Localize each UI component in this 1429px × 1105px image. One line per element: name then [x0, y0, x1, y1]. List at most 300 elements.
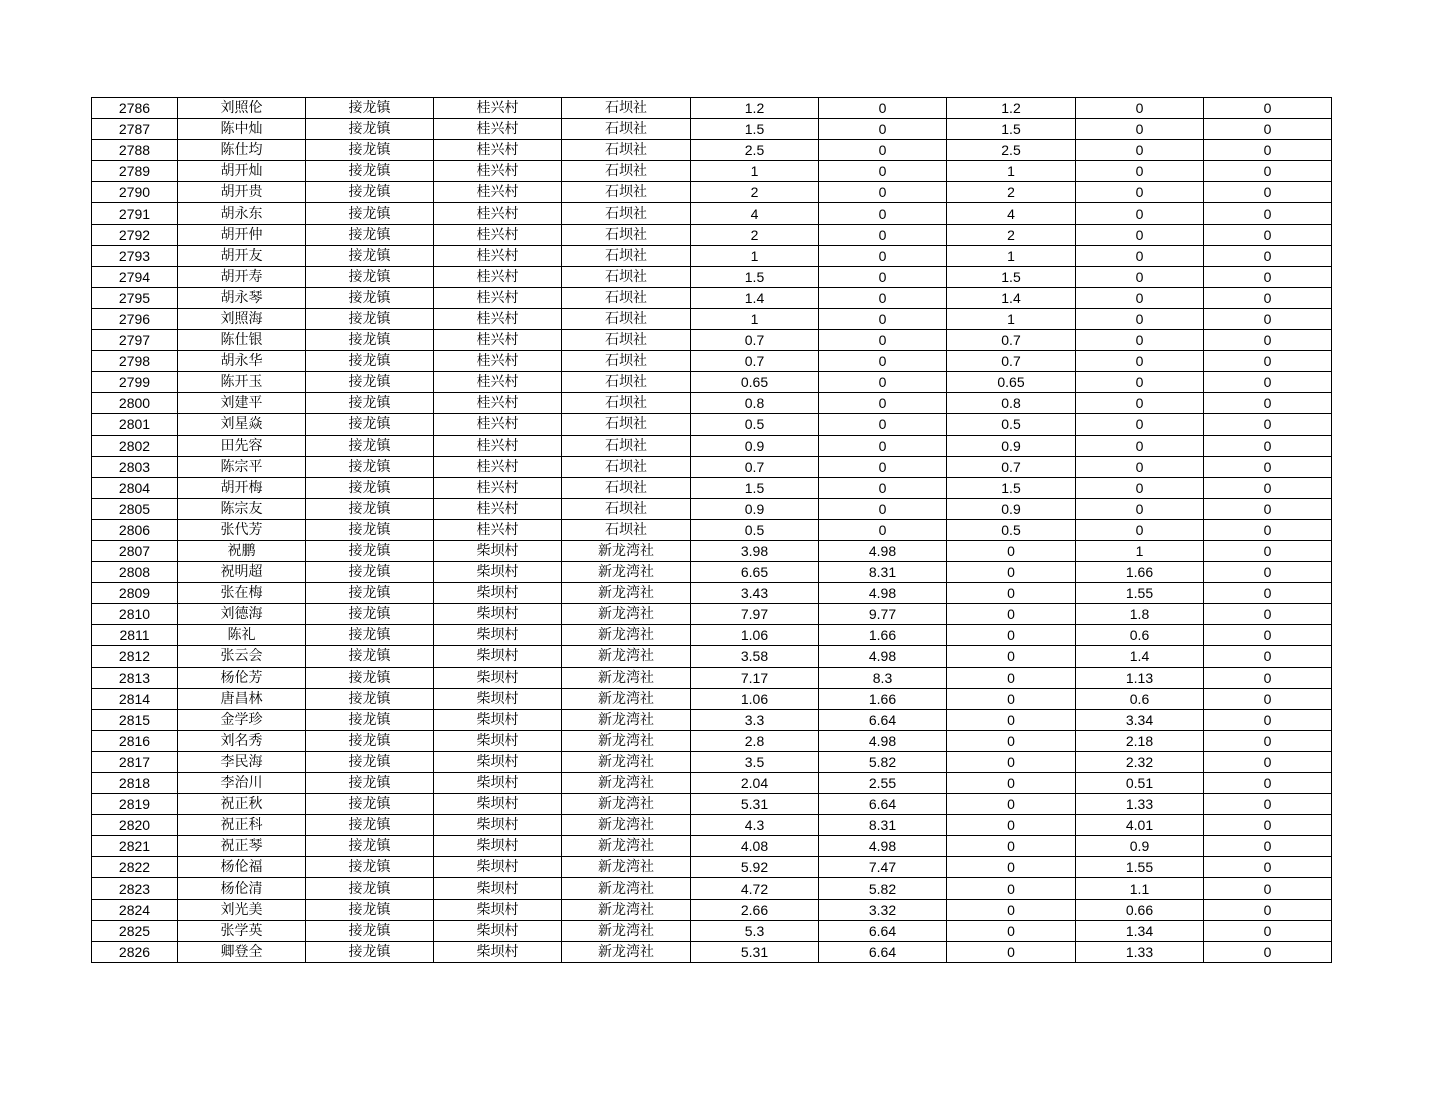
cell-village: 柴坝村: [434, 540, 562, 561]
cell-name: 张代芳: [178, 519, 306, 540]
cell-value-a: 3.98: [691, 540, 819, 561]
cell-name: 祝正琴: [178, 836, 306, 857]
cell-value-e: 0: [1204, 688, 1332, 709]
cell-village: 桂兴村: [434, 119, 562, 140]
cell-village: 柴坝村: [434, 688, 562, 709]
table-row: [92, 540, 1332, 561]
cell-value-e: 0: [1204, 477, 1332, 498]
cell-town: 接龙镇: [306, 245, 434, 266]
cell-group: 新龙湾社: [562, 857, 691, 878]
cell-value-d: 0: [1076, 245, 1204, 266]
cell-value-e: 0: [1204, 625, 1332, 646]
cell-town: 接龙镇: [306, 414, 434, 435]
cell-value-c: 0: [947, 646, 1076, 667]
cell-value-b: 6.64: [819, 941, 947, 962]
cell-name: 胡永琴: [178, 287, 306, 308]
cell-village: 桂兴村: [434, 182, 562, 203]
cell-value-d: 0.6: [1076, 688, 1204, 709]
cell-name: 陈仕银: [178, 330, 306, 351]
cell-village: 柴坝村: [434, 562, 562, 583]
cell-value-b: 0: [819, 330, 947, 351]
cell-value-b: 9.77: [819, 604, 947, 625]
table-row: [92, 920, 1332, 941]
cell-value-c: 1.4: [947, 287, 1076, 308]
cell-id: 2804: [92, 477, 178, 498]
cell-town: 接龙镇: [306, 393, 434, 414]
cell-value-a: 2.8: [691, 730, 819, 751]
cell-value-b: 4.98: [819, 730, 947, 751]
cell-town: 接龙镇: [306, 372, 434, 393]
cell-name: 刘光美: [178, 899, 306, 920]
cell-value-c: 1.2: [947, 98, 1076, 119]
cell-village: 桂兴村: [434, 140, 562, 161]
cell-id: 2808: [92, 562, 178, 583]
cell-value-d: 0: [1076, 351, 1204, 372]
cell-id: 2821: [92, 836, 178, 857]
cell-village: 柴坝村: [434, 836, 562, 857]
cell-id: 2796: [92, 308, 178, 329]
cell-id: 2793: [92, 245, 178, 266]
cell-value-b: 6.64: [819, 794, 947, 815]
cell-value-b: 5.82: [819, 751, 947, 772]
cell-town: 接龙镇: [306, 456, 434, 477]
cell-value-a: 4.3: [691, 815, 819, 836]
cell-value-c: 1.5: [947, 477, 1076, 498]
table-row: [92, 646, 1332, 667]
cell-group: 新龙湾社: [562, 709, 691, 730]
cell-value-d: 0: [1076, 456, 1204, 477]
cell-value-d: 1.34: [1076, 920, 1204, 941]
cell-group: 石坝社: [562, 477, 691, 498]
cell-value-e: 0: [1204, 709, 1332, 730]
cell-town: 接龙镇: [306, 773, 434, 794]
cell-group: 石坝社: [562, 182, 691, 203]
cell-value-c: 0.7: [947, 351, 1076, 372]
cell-value-b: 3.32: [819, 899, 947, 920]
cell-value-d: 2.18: [1076, 730, 1204, 751]
cell-value-d: 1.66: [1076, 562, 1204, 583]
table-row: [92, 878, 1332, 899]
cell-group: 新龙湾社: [562, 878, 691, 899]
cell-id: 2798: [92, 351, 178, 372]
cell-group: 新龙湾社: [562, 583, 691, 604]
cell-value-a: 7.17: [691, 667, 819, 688]
cell-id: 2795: [92, 287, 178, 308]
cell-value-b: 6.64: [819, 709, 947, 730]
table-row: [92, 836, 1332, 857]
cell-value-a: 3.5: [691, 751, 819, 772]
cell-name: 刘照伦: [178, 98, 306, 119]
cell-value-e: 0: [1204, 878, 1332, 899]
cell-group: 石坝社: [562, 245, 691, 266]
cell-value-e: 0: [1204, 224, 1332, 245]
cell-town: 接龙镇: [306, 604, 434, 625]
cell-value-b: 0: [819, 140, 947, 161]
cell-group: 石坝社: [562, 372, 691, 393]
cell-name: 陈礼: [178, 625, 306, 646]
cell-value-e: 0: [1204, 308, 1332, 329]
table-row: [92, 161, 1332, 182]
cell-id: 2812: [92, 646, 178, 667]
cell-group: 新龙湾社: [562, 540, 691, 561]
cell-value-e: 0: [1204, 519, 1332, 540]
cell-value-b: 0: [819, 477, 947, 498]
cell-value-a: 0.9: [691, 498, 819, 519]
cell-value-d: 1.33: [1076, 941, 1204, 962]
cell-value-d: 0: [1076, 330, 1204, 351]
cell-group: 石坝社: [562, 435, 691, 456]
cell-id: 2811: [92, 625, 178, 646]
cell-name: 胡开灿: [178, 161, 306, 182]
cell-value-c: 0: [947, 751, 1076, 772]
table-row: [92, 245, 1332, 266]
cell-value-d: 1.13: [1076, 667, 1204, 688]
cell-value-c: 0: [947, 625, 1076, 646]
cell-town: 接龙镇: [306, 941, 434, 962]
cell-town: 接龙镇: [306, 308, 434, 329]
cell-value-b: 8.31: [819, 562, 947, 583]
cell-value-c: 0: [947, 562, 1076, 583]
cell-value-c: 0: [947, 920, 1076, 941]
cell-value-c: 0: [947, 688, 1076, 709]
cell-value-a: 1.5: [691, 266, 819, 287]
cell-value-c: 0: [947, 604, 1076, 625]
cell-id: 2817: [92, 751, 178, 772]
cell-value-c: 0: [947, 540, 1076, 561]
table-row: [92, 604, 1332, 625]
cell-value-e: 0: [1204, 646, 1332, 667]
cell-id: 2790: [92, 182, 178, 203]
cell-village: 柴坝村: [434, 794, 562, 815]
cell-value-d: 2.32: [1076, 751, 1204, 772]
cell-value-c: 0: [947, 815, 1076, 836]
cell-village: 桂兴村: [434, 245, 562, 266]
cell-value-d: 0: [1076, 203, 1204, 224]
cell-name: 刘建平: [178, 393, 306, 414]
table-row: [92, 119, 1332, 140]
cell-value-b: 5.82: [819, 878, 947, 899]
cell-village: 桂兴村: [434, 161, 562, 182]
cell-village: 柴坝村: [434, 920, 562, 941]
cell-value-a: 0.5: [691, 414, 819, 435]
cell-town: 接龙镇: [306, 583, 434, 604]
cell-value-d: 0: [1076, 414, 1204, 435]
cell-value-e: 0: [1204, 730, 1332, 751]
cell-value-e: 0: [1204, 583, 1332, 604]
cell-group: 石坝社: [562, 330, 691, 351]
cell-value-d: 0: [1076, 519, 1204, 540]
cell-village: 桂兴村: [434, 308, 562, 329]
cell-value-c: 0.8: [947, 393, 1076, 414]
cell-group: 新龙湾社: [562, 688, 691, 709]
cell-value-a: 0.7: [691, 351, 819, 372]
cell-town: 接龙镇: [306, 98, 434, 119]
table-row: [92, 625, 1332, 646]
cell-village: 桂兴村: [434, 498, 562, 519]
cell-name: 刘星焱: [178, 414, 306, 435]
cell-name: 唐昌林: [178, 688, 306, 709]
cell-town: 接龙镇: [306, 667, 434, 688]
cell-value-b: 0: [819, 519, 947, 540]
table-row: [92, 351, 1332, 372]
cell-group: 石坝社: [562, 287, 691, 308]
cell-group: 石坝社: [562, 351, 691, 372]
cell-value-c: 2: [947, 224, 1076, 245]
cell-value-e: 0: [1204, 836, 1332, 857]
cell-village: 柴坝村: [434, 667, 562, 688]
cell-value-b: 0: [819, 287, 947, 308]
cell-name: 金学珍: [178, 709, 306, 730]
cell-id: 2822: [92, 857, 178, 878]
cell-town: 接龙镇: [306, 836, 434, 857]
cell-name: 胡开友: [178, 245, 306, 266]
cell-value-d: 4.01: [1076, 815, 1204, 836]
cell-value-a: 3.43: [691, 583, 819, 604]
cell-value-d: 1.1: [1076, 878, 1204, 899]
cell-group: 石坝社: [562, 161, 691, 182]
cell-id: 2799: [92, 372, 178, 393]
cell-group: 石坝社: [562, 140, 691, 161]
cell-id: 2802: [92, 435, 178, 456]
table-row: [92, 393, 1332, 414]
cell-village: 柴坝村: [434, 646, 562, 667]
cell-value-c: 1: [947, 308, 1076, 329]
cell-group: 石坝社: [562, 266, 691, 287]
cell-name: 刘德海: [178, 604, 306, 625]
cell-town: 接龙镇: [306, 266, 434, 287]
cell-town: 接龙镇: [306, 224, 434, 245]
cell-town: 接龙镇: [306, 688, 434, 709]
cell-value-b: 1.66: [819, 688, 947, 709]
cell-value-e: 0: [1204, 414, 1332, 435]
cell-id: 2797: [92, 330, 178, 351]
cell-village: 柴坝村: [434, 730, 562, 751]
cell-village: 柴坝村: [434, 709, 562, 730]
cell-village: 桂兴村: [434, 287, 562, 308]
cell-id: 2794: [92, 266, 178, 287]
cell-value-a: 1.5: [691, 119, 819, 140]
table-row: [92, 372, 1332, 393]
cell-value-a: 5.31: [691, 941, 819, 962]
cell-village: 柴坝村: [434, 899, 562, 920]
cell-town: 接龙镇: [306, 140, 434, 161]
cell-id: 2820: [92, 815, 178, 836]
cell-town: 接龙镇: [306, 498, 434, 519]
cell-name: 李治川: [178, 773, 306, 794]
cell-name: 卿登全: [178, 941, 306, 962]
cell-town: 接龙镇: [306, 477, 434, 498]
cell-value-c: 0: [947, 730, 1076, 751]
cell-town: 接龙镇: [306, 899, 434, 920]
table-row: [92, 477, 1332, 498]
cell-village: 桂兴村: [434, 456, 562, 477]
cell-value-a: 5.31: [691, 794, 819, 815]
cell-value-e: 0: [1204, 857, 1332, 878]
cell-value-d: 0: [1076, 98, 1204, 119]
cell-village: 桂兴村: [434, 98, 562, 119]
cell-group: 石坝社: [562, 308, 691, 329]
cell-value-a: 2: [691, 224, 819, 245]
cell-village: 桂兴村: [434, 477, 562, 498]
cell-name: 陈中灿: [178, 119, 306, 140]
table-row: [92, 308, 1332, 329]
cell-name: 祝正科: [178, 815, 306, 836]
cell-value-e: 0: [1204, 773, 1332, 794]
cell-value-c: 0: [947, 709, 1076, 730]
table-row: [92, 562, 1332, 583]
cell-value-c: 0: [947, 836, 1076, 857]
cell-village: 桂兴村: [434, 393, 562, 414]
cell-id: 2825: [92, 920, 178, 941]
table-row: [92, 266, 1332, 287]
cell-name: 杨伦福: [178, 857, 306, 878]
cell-value-a: 1.06: [691, 625, 819, 646]
cell-village: 柴坝村: [434, 625, 562, 646]
cell-town: 接龙镇: [306, 751, 434, 772]
cell-name: 张云会: [178, 646, 306, 667]
cell-value-a: 1.2: [691, 98, 819, 119]
cell-name: 田先容: [178, 435, 306, 456]
cell-value-a: 0.5: [691, 519, 819, 540]
table-row: [92, 203, 1332, 224]
cell-group: 石坝社: [562, 519, 691, 540]
cell-id: 2803: [92, 456, 178, 477]
cell-village: 桂兴村: [434, 266, 562, 287]
cell-group: 石坝社: [562, 98, 691, 119]
cell-name: 陈开玉: [178, 372, 306, 393]
cell-value-d: 0: [1076, 119, 1204, 140]
cell-value-a: 1.06: [691, 688, 819, 709]
cell-value-b: 8.3: [819, 667, 947, 688]
cell-value-a: 7.97: [691, 604, 819, 625]
cell-town: 接龙镇: [306, 625, 434, 646]
cell-village: 桂兴村: [434, 519, 562, 540]
cell-group: 新龙湾社: [562, 773, 691, 794]
cell-value-d: 0: [1076, 498, 1204, 519]
cell-group: 新龙湾社: [562, 794, 691, 815]
cell-value-b: 0: [819, 498, 947, 519]
cell-value-e: 0: [1204, 899, 1332, 920]
cell-value-b: 4.98: [819, 540, 947, 561]
cell-value-b: 0: [819, 224, 947, 245]
cell-town: 接龙镇: [306, 815, 434, 836]
cell-village: 柴坝村: [434, 878, 562, 899]
cell-value-c: 0: [947, 773, 1076, 794]
cell-value-c: 0: [947, 583, 1076, 604]
cell-value-b: 0: [819, 182, 947, 203]
cell-value-e: 0: [1204, 140, 1332, 161]
cell-value-e: 0: [1204, 540, 1332, 561]
cell-village: 桂兴村: [434, 414, 562, 435]
cell-value-e: 0: [1204, 562, 1332, 583]
table-row: [92, 140, 1332, 161]
cell-value-b: 0: [819, 98, 947, 119]
table-row: [92, 98, 1332, 119]
cell-value-b: 6.64: [819, 920, 947, 941]
cell-value-a: 4: [691, 203, 819, 224]
cell-id: 2824: [92, 899, 178, 920]
cell-value-c: 0.7: [947, 456, 1076, 477]
cell-value-c: 0.65: [947, 372, 1076, 393]
cell-group: 新龙湾社: [562, 730, 691, 751]
cell-village: 柴坝村: [434, 751, 562, 772]
table-row: [92, 709, 1332, 730]
cell-group: 新龙湾社: [562, 646, 691, 667]
cell-group: 新龙湾社: [562, 899, 691, 920]
cell-value-b: 0: [819, 393, 947, 414]
cell-name: 杨伦清: [178, 878, 306, 899]
cell-value-e: 0: [1204, 119, 1332, 140]
table-row: [92, 730, 1332, 751]
cell-town: 接龙镇: [306, 540, 434, 561]
cell-value-a: 0.65: [691, 372, 819, 393]
cell-village: 桂兴村: [434, 372, 562, 393]
cell-id: 2806: [92, 519, 178, 540]
cell-value-e: 0: [1204, 372, 1332, 393]
cell-group: 石坝社: [562, 498, 691, 519]
cell-value-b: 7.47: [819, 857, 947, 878]
cell-value-a: 2: [691, 182, 819, 203]
cell-village: 柴坝村: [434, 583, 562, 604]
cell-town: 接龙镇: [306, 203, 434, 224]
cell-value-b: 0: [819, 351, 947, 372]
cell-value-b: 0: [819, 308, 947, 329]
cell-value-d: 1.4: [1076, 646, 1204, 667]
cell-town: 接龙镇: [306, 330, 434, 351]
cell-name: 杨伦芳: [178, 667, 306, 688]
cell-id: 2789: [92, 161, 178, 182]
cell-id: 2823: [92, 878, 178, 899]
cell-value-c: 0: [947, 794, 1076, 815]
cell-village: 桂兴村: [434, 330, 562, 351]
cell-value-d: 0: [1076, 477, 1204, 498]
cell-value-c: 0.9: [947, 435, 1076, 456]
cell-town: 接龙镇: [306, 730, 434, 751]
cell-value-a: 1.5: [691, 477, 819, 498]
cell-name: 刘照海: [178, 308, 306, 329]
cell-town: 接龙镇: [306, 878, 434, 899]
cell-id: 2800: [92, 393, 178, 414]
cell-group: 新龙湾社: [562, 941, 691, 962]
cell-group: 石坝社: [562, 224, 691, 245]
cell-town: 接龙镇: [306, 519, 434, 540]
cell-value-c: 0.5: [947, 414, 1076, 435]
cell-value-e: 0: [1204, 182, 1332, 203]
cell-group: 石坝社: [562, 456, 691, 477]
cell-value-a: 3.58: [691, 646, 819, 667]
cell-value-e: 0: [1204, 751, 1332, 772]
cell-town: 接龙镇: [306, 182, 434, 203]
cell-value-a: 5.92: [691, 857, 819, 878]
cell-town: 接龙镇: [306, 287, 434, 308]
table-row: [92, 667, 1332, 688]
cell-value-b: 0: [819, 372, 947, 393]
cell-value-e: 0: [1204, 245, 1332, 266]
cell-name: 胡开仲: [178, 224, 306, 245]
cell-value-c: 1.5: [947, 266, 1076, 287]
cell-id: 2791: [92, 203, 178, 224]
cell-value-d: 0.51: [1076, 773, 1204, 794]
cell-group: 新龙湾社: [562, 751, 691, 772]
cell-value-a: 4.08: [691, 836, 819, 857]
cell-value-c: 0.7: [947, 330, 1076, 351]
cell-value-c: 1: [947, 245, 1076, 266]
cell-id: 2805: [92, 498, 178, 519]
cell-value-c: 0: [947, 667, 1076, 688]
cell-value-e: 0: [1204, 98, 1332, 119]
table-row: [92, 182, 1332, 203]
cell-name: 陈仕均: [178, 140, 306, 161]
